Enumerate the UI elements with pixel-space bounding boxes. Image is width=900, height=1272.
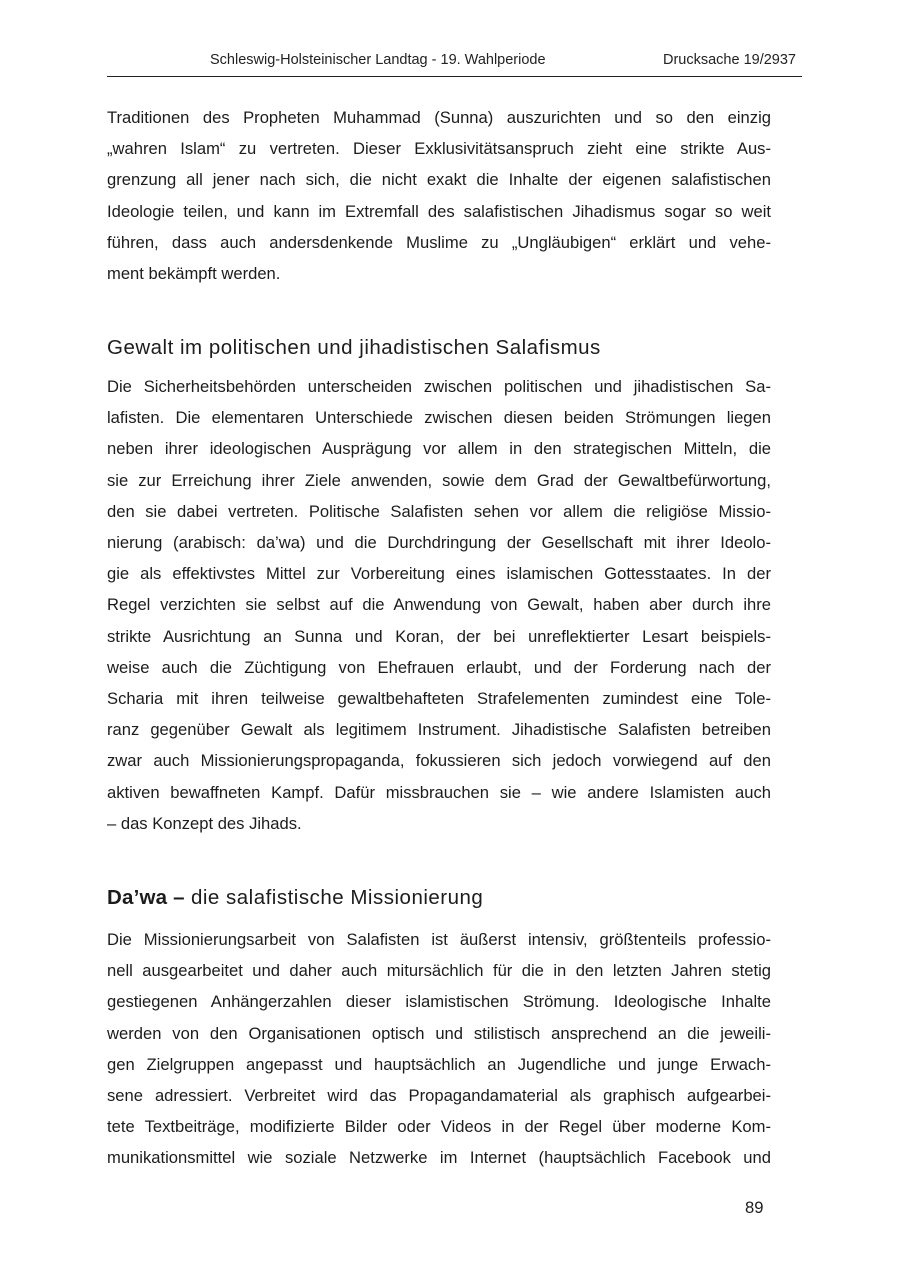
- page-header: [107, 52, 802, 77]
- text-line: lafisten. Die elementaren Unterschiede zwischen diesen beiden Strömungen liegen: [107, 408, 771, 428]
- text-line: Traditionen des Propheten Muhammad (Sunna) auszurichten und so den einzig: [107, 108, 771, 127]
- text-line: Regel verzichten sie selbst auf die Anwendung von Gewalt, haben aber durch ihre: [107, 595, 771, 615]
- text-line: weise auch die Züchtigung von Ehefrauen erlaubt, und der Forderung nach der: [107, 657, 771, 677]
- text-line: werden von den Organisationen optisch und stilistisch ansprechend an die jeweili-: [107, 1023, 771, 1043]
- text-line: gie als effektivstes Mittel zur Vorbereitung eines islamischen Gottesstaates. In der: [107, 564, 771, 584]
- text-line: sene adressiert. Verbreitet wird das Propagandamaterial als graphisch aufgearbei-: [107, 1086, 771, 1106]
- section-heading-dawa: [107, 886, 483, 910]
- text-line: munikationsmittel wie soziale Netzwerke im Internet (hauptsächlich Facebook und: [107, 1148, 771, 1168]
- text-line: neben ihrer ideologischen Ausprägung vor allem in den strategischen Mitteln, die: [107, 439, 771, 459]
- header-doc-number: Drucksache 19/2937: [663, 52, 796, 68]
- text-line: nell ausgearbeitet und daher auch mitursächlich für die in den letzten Jahren stetig: [107, 961, 771, 981]
- section-heading-violence: Gewalt im politischen und jihadistischen Salafismus: [107, 336, 601, 359]
- section2-paragraph: [107, 924, 771, 1174]
- section-heading-dawa-bold: Da’wa –: [107, 886, 185, 909]
- text-line: ment bekämpft werden.: [107, 264, 281, 284]
- text-line: strikte Ausrichtung an Sunna und Koran, der bei unreflektierter Lesart beispiels-: [107, 626, 771, 646]
- text-line: – das Konzept des Jihads.: [107, 813, 302, 833]
- header-title: Schleswig-Holsteinischer Landtag - 19. Wahlperiode: [210, 52, 546, 68]
- text-line: gestiegenen Anhängerzahlen dieser islamistischen Strömung. Ideologische Inhalte: [107, 992, 771, 1012]
- text-line: gen Zielgruppen angepasst und hauptsächlich an Jugendliche und junge Erwach-: [107, 1054, 771, 1074]
- text-line: den sie dabei vertreten. Politische Salafisten sehen vor allem die religiöse Missio-: [107, 501, 771, 521]
- text-line: Die Missionierungsarbeit von Salafisten ist äußerst intensiv, größtenteils professio-: [107, 930, 771, 949]
- text-line: „wahren Islam“ zu vertreten. Dieser Exklusivitätsanspruch zieht eine strikte Aus-: [107, 139, 771, 159]
- text-line: ranz gegenüber Gewalt als legitimem Instrument. Jihadistische Salafisten betreiben: [107, 720, 771, 740]
- text-line: Die Sicherheitsbehörden unterscheiden zwischen politischen und jihadistischen Sa-: [107, 377, 771, 396]
- text-line: zwar auch Missionierungspropaganda, fokussieren sich jedoch vorwiegend auf den: [107, 751, 771, 771]
- text-line: Ideologie teilen, und kann im Extremfall des salafistischen Jihadismus sogar so weit: [107, 201, 771, 221]
- text-line: führen, dass auch andersdenkende Muslime zu „Ungläubigen“ erklärt und vehe-: [107, 232, 771, 252]
- intro-paragraph: [107, 102, 771, 289]
- section1-paragraph: [107, 371, 771, 839]
- text-line: aktiven bewaffneten Kampf. Dafür missbrauchen sie – wie andere Islamisten auch: [107, 782, 771, 802]
- text-line: sie zur Erreichung ihrer Ziele anwenden, sowie dem Grad der Gewaltbefürwortung,: [107, 470, 771, 490]
- text-line: nierung (arabisch: da’wa) und die Durchdringung der Gesellschaft mit ihrer Ideolo-: [107, 533, 771, 553]
- page-number: 89: [745, 1198, 764, 1217]
- text-line: tete Textbeiträge, modifizierte Bilder oder Videos in der Regel über moderne Kom-: [107, 1117, 771, 1137]
- text-line: grenzung all jener nach sich, die nicht exakt die Inhalte der eigenen salafistischen: [107, 170, 771, 190]
- section-heading-dawa-rest: die salafistische Missionierung: [184, 886, 484, 909]
- text-line: Scharia mit ihren teilweise gewaltbehafteten Strafelementen zumindest eine Tole-: [107, 689, 771, 709]
